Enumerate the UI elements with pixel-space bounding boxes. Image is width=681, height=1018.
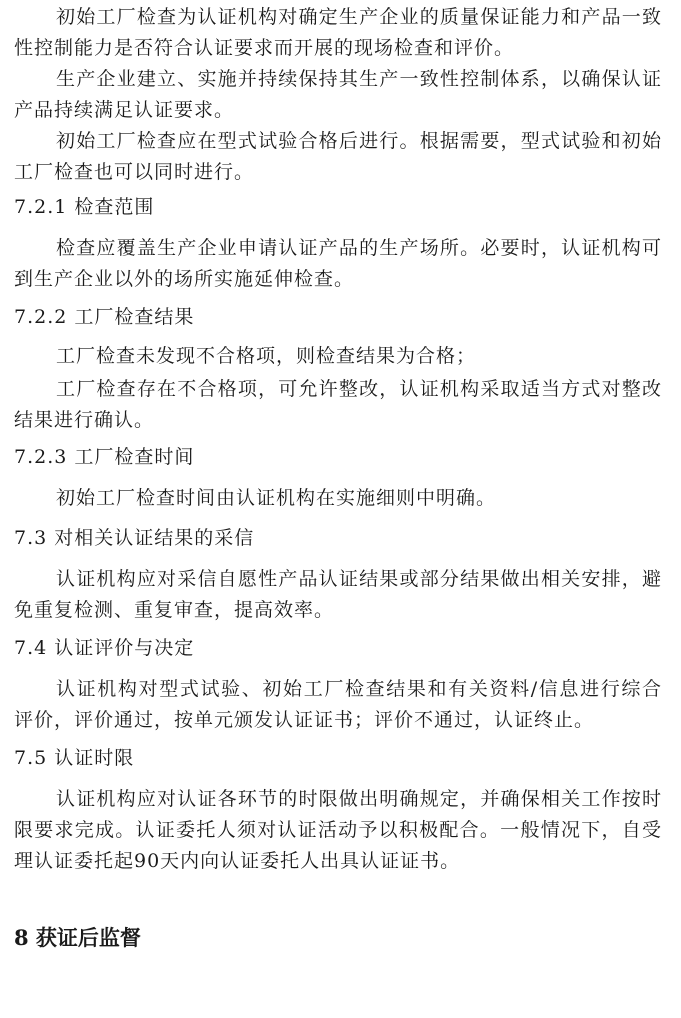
paragraph-certification-time-limit: 认证机构应对认证各环节的时限做出明确规定，并确保相关工作按时限要求完成。认证委托人须对认证活动予以积极配合。一般情况下，自受理认证委托起90天内向认证委托人出具认证证书。 xyxy=(14,788,662,872)
paragraph-result-pass: 工厂检查未发现不合格项，则检查结果为合格； xyxy=(56,345,477,367)
paragraph-result-rectify: 工厂检查存在不合格项，可允许整改，认证机构采取适当方式对整改结果进行确认。 xyxy=(14,378,662,431)
section-heading-7-5: 7.5 认证时限 xyxy=(14,747,135,769)
paragraph-evaluation-decision: 认证机构对型式试验、初始工厂检查结果和有关资料/信息进行综合评价，评价通过，按单元颁发认证证书；评价不通过，认证终止。 xyxy=(14,678,662,731)
chapter-heading-8: 8 获证后监督 xyxy=(14,925,141,950)
paragraph-consistency-control: 生产企业建立、实施并持续保持其生产一致性控制体系，以确保认证产品持续满足认证要求。 xyxy=(14,68,662,121)
paragraph-inspection-scope: 检查应覆盖生产企业申请认证产品的生产场所。必要时，认证机构可到生产企业以外的场所实施延伸检查。 xyxy=(14,237,662,290)
section-heading-7-4: 7.4 认证评价与决定 xyxy=(14,637,195,659)
section-heading-7-2-3: 7.2.3 工厂检查时间 xyxy=(14,446,195,468)
paragraph-initial-factory-inspection: 初始工厂检查为认证机构对确定生产企业的质量保证能力和产品一致性控制能力是否符合认证要求而开展的现场检查和评价。 xyxy=(14,6,662,59)
paragraph-inspection-time: 初始工厂检查时间由认证机构在实施细则中明确。 xyxy=(56,487,497,509)
paragraph-result-adoption: 认证机构应对采信自愿性产品认证结果或部分结果做出相关安排，避免重复检测、重复审查，提高效率。 xyxy=(14,568,662,621)
section-heading-7-3: 7.3 对相关认证结果的采信 xyxy=(14,527,255,549)
section-heading-7-2-1: 7.2.1 检查范围 xyxy=(14,196,155,218)
paragraph-inspection-timing: 初始工厂检查应在型式试验合格后进行。根据需要，型式试验和初始工厂检查也可以同时进行。 xyxy=(14,130,662,183)
section-heading-7-2-2: 7.2.2 工厂检查结果 xyxy=(14,306,195,328)
